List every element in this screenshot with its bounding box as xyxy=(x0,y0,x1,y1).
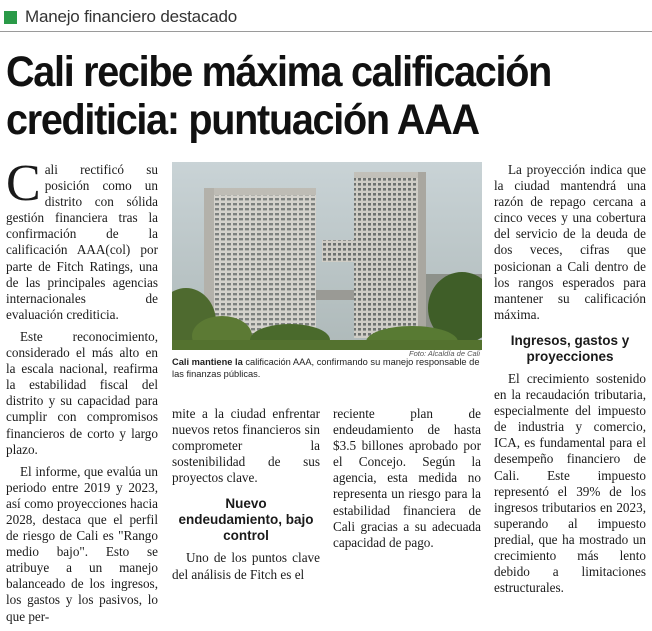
paragraph: Este reconocimiento, considerado el más alto en la escala nacional, reafirma la estabilidad fiscal del distrito y su capacidad para cumplir con compromisos financieros de corto y largo plazo. xyxy=(6,328,158,457)
article-column-3 xyxy=(333,406,481,557)
photo-caption xyxy=(172,357,482,380)
headline-line-1: Cali recibe máxima calificación xyxy=(6,48,551,96)
caption-lead: Cali mantiene la xyxy=(172,357,243,367)
section-label: Manejo financiero destacado xyxy=(25,7,237,26)
section-divider xyxy=(0,31,652,32)
article-photo xyxy=(172,162,482,350)
paragraph: reciente plan de endeudamiento de hasta $3.5 billones aprobado por el Concejo. Según la agencia, esta medida no representa un riesgo para la estabilidad financiera de Cali gracias a su adecuada capacidad de pago. xyxy=(333,406,481,550)
city-buildings-image xyxy=(172,162,482,350)
paragraph: El informe, que evalúa un periodo entre 2019 y 2023, así como proyecciones hacia 2028, destaca que el perfil de riesgo de Cali es "Rango medio bajo". Esto se atribuye a un manejo balanceado de los ingresos, los gastos y los pasivos, lo que per- xyxy=(6,463,158,624)
article-column-2 xyxy=(172,406,320,589)
paragraph-intro-text: ali rectificó su posición como un distrito con sólida gestión financiera tras la confirmación de la calificación AAA(col) por parte de Fitch Ratings, una de las principales agencias internacionales de evaluación crediticia. xyxy=(6,162,158,322)
drop-cap: C xyxy=(6,155,41,212)
paragraph: Uno de los puntos clave del análisis de Fitch es el xyxy=(172,550,320,582)
section-square-icon xyxy=(4,11,17,24)
subheading-debt: Nuevo endeudamiento, bajo control xyxy=(178,496,314,544)
article-column-1 xyxy=(6,155,158,631)
photo-credit: Foto: Alcaldía de Cali xyxy=(408,349,480,358)
paragraph-intro xyxy=(6,155,158,323)
paragraph: La proyección indica que la ciudad mantendrá una razón de repago cercana a cinco veces y una cobertura del servicio de la deuda de dos veces, cifras que posicionan a Cali dentro de los rangos esperados para mantener su calificación máxima. xyxy=(494,162,646,322)
section-header xyxy=(4,6,237,28)
paragraph: El crecimiento sostenido en la recaudación tributaria, especialmente del impuesto de industria y comercio, ICA, es fundamental para el desempeño financiero de Cali. Este impuesto representó el 39% de los ingresos tributarios en 2023, superando al impuesto predial, que ha mostrado un crecimiento más lento debido a limitaciones estructurales. xyxy=(494,370,646,596)
article-column-4 xyxy=(494,162,646,602)
subheading-revenue: Ingresos, gastos y proyecciones xyxy=(510,332,630,364)
paragraph: mite a la ciudad enfrentar nuevos retos financieros sin comprometer la sostenibilidad de sus proyectos clave. xyxy=(172,406,320,486)
headline-line-2: crediticia: puntuación AAA xyxy=(6,96,479,144)
caption-text: calificación AAA, confirmando su manejo responsable de las finanzas públicas. xyxy=(172,357,480,379)
headline xyxy=(6,48,599,144)
